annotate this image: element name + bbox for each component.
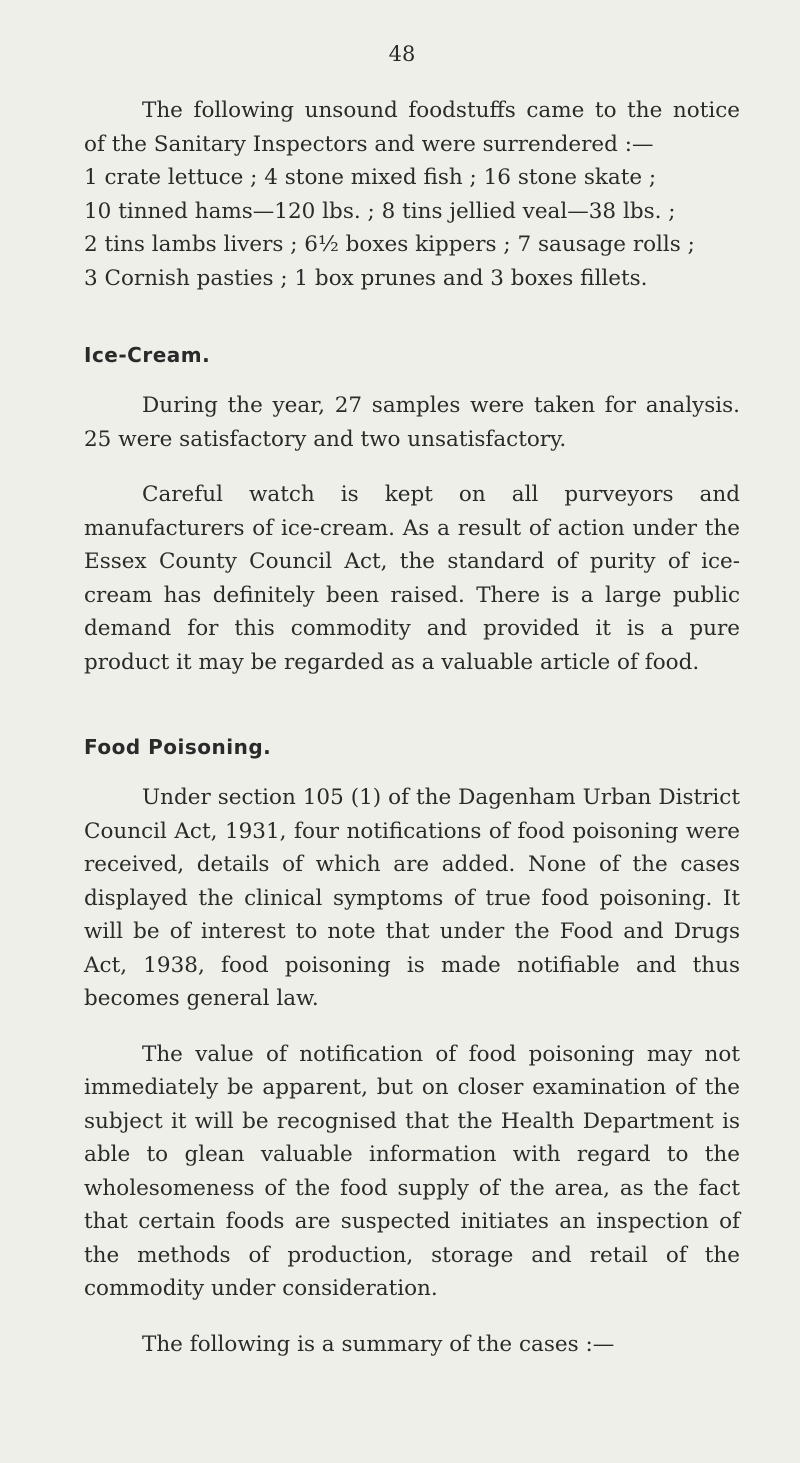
food-poisoning-paragraph-notifications: Under section 105 (1) of the Dagenham Urban District Council Act, 1931, four notifications of food poisoning were received, details of which are added. None of the cases displayed the clinical symptoms of true food poisoning. It will be of interest to note that under the Food and Drugs Act, 1938, food poisoning is made notifiable and thus becomes general law. xyxy=(84,785,740,1011)
unsound-foods-line: 2 tins lambs livers ; 6½ boxes kippers ; 7 sausage rolls ; xyxy=(84,232,695,257)
page-number: 48 xyxy=(388,42,416,66)
ice-cream-paragraph-samples: During the year, 27 samples were taken for analysis. 25 were satisfactory and two unsatisfactory. xyxy=(84,393,740,452)
unsound-foods-line: 10 tinned hams—120 lbs. ; 8 tins jellied veal—38 lbs. ; xyxy=(84,198,676,224)
ice-cream-heading: Ice-Cream. xyxy=(84,343,211,367)
unsound-foods-line: 1 crate lettuce ; 4 stone mixed fish ; 16 stone skate ; xyxy=(84,165,657,190)
food-poisoning-paragraph-value: The value of notification of food poisoning may not immediately be apparent, but on closer examination of the subject it will be recognised that the Health Department is able to glean valuable information with regard to the wholesomeness of the food supply of the area, as the fact that certain foods are suspected initiates an inspection of the methods of production, storage and retail of the commodity under consideration. xyxy=(84,1041,740,1301)
unsound-foods-intro: The following unsound foodstuffs came to the notice of the Sanitary Inspectors and were surrendered :— xyxy=(84,98,740,157)
unsound-foods-line: 3 Cornish pasties ; 1 box prunes and 3 boxes fillets. xyxy=(84,265,648,291)
unsound-foods-section xyxy=(84,94,740,295)
ice-cream-paragraph-purity: Careful watch is kept on all purveyors and manufacturers of ice-cream. As a result of action under the Essex County Council Act, the standard of purity of ice-cream has definitely been raised. There is a large public demand for this commodity and provided it is a pure product it may be regarded as a valuable article of food. xyxy=(84,482,740,675)
document-page xyxy=(84,42,740,1361)
food-poisoning-heading: Food Poisoning. xyxy=(84,735,272,759)
ice-cream-section xyxy=(84,343,740,679)
food-poisoning-summary-line: The following is a summary of the cases :— xyxy=(142,1331,615,1357)
food-poisoning-section xyxy=(84,735,740,1361)
